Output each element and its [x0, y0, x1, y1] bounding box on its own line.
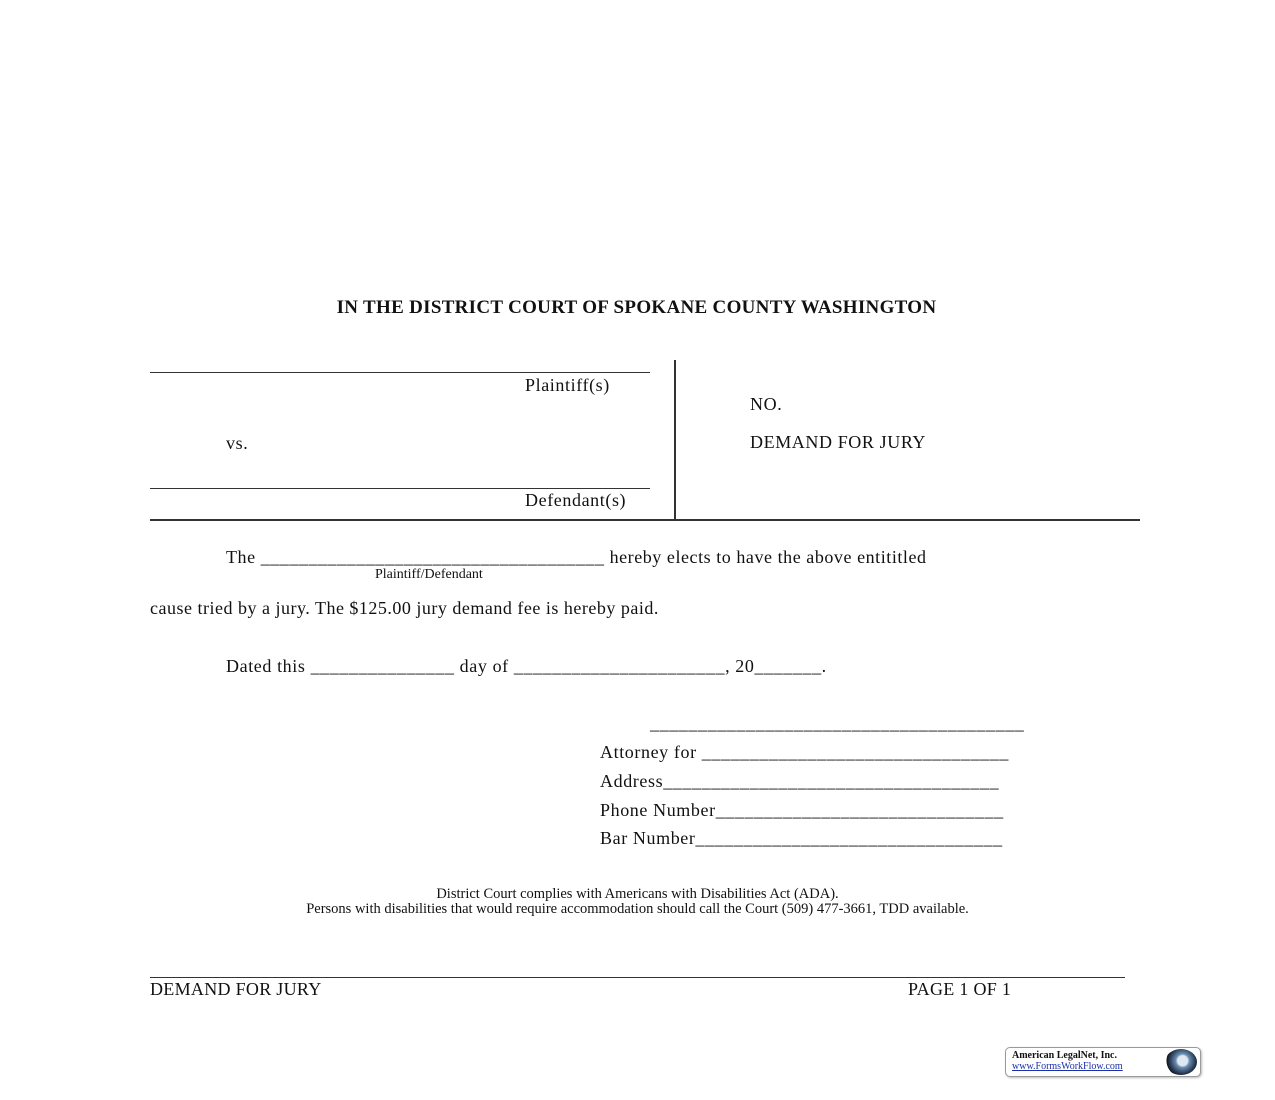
bar-number-field[interactable] [600, 828, 1003, 849]
address-label: Address [600, 771, 664, 791]
footer-page-number: PAGE 1 OF 1 [908, 979, 1012, 999]
body-line1-prefix: The [226, 547, 256, 567]
attorney-for-label: Attorney for [600, 742, 702, 762]
plaintiff-label: Plaintiff(s) [525, 375, 610, 395]
court-title [0, 297, 1275, 319]
defendant-name-line [150, 488, 650, 489]
versus-label: vs. [226, 433, 249, 453]
body-line-1 [226, 547, 927, 568]
logo-company-name: American LegalNet, Inc. [1012, 1050, 1117, 1061]
logo-url-link[interactable]: www.FormsWorkFlow.com [1012, 1061, 1123, 1072]
american-legalnet-logo[interactable] [1005, 1047, 1201, 1077]
party-blank[interactable]: ____________________________________ [260, 547, 605, 567]
dated-line[interactable]: Dated this _______________ day of ______________________, 20_______. [226, 656, 827, 676]
defendant-label: Defendant(s) [525, 490, 627, 510]
case-number-label: NO. [750, 394, 783, 414]
phone-number-label: Phone Number [600, 800, 716, 820]
party-blank-caption: Plaintiff/Defendant [375, 567, 483, 582]
address-blank[interactable]: ___________________________________ [663, 771, 1000, 791]
plaintiff-name-line [150, 372, 650, 373]
court-title-text: IN THE DISTRICT COURT OF SPOKANE COUNTY WASHINGTON [336, 297, 937, 318]
attorney-for-field[interactable] [600, 742, 1009, 763]
bar-number-label: Bar Number [600, 828, 696, 848]
footer-document-title: DEMAND FOR JURY [150, 979, 322, 999]
document-title: DEMAND FOR JURY [750, 432, 927, 452]
caption-divider [674, 360, 676, 520]
globe-icon [1165, 1049, 1197, 1075]
body-line1-suffix: hereby elects to have the above entititled [609, 547, 927, 567]
phone-number-field[interactable] [600, 800, 1004, 821]
phone-number-blank[interactable]: ______________________________ [715, 800, 1004, 820]
footer-rule [150, 977, 1125, 978]
body-line-2: cause tried by a jury. The $125.00 jury demand fee is hereby paid. [150, 598, 659, 618]
caption-bottom-rule [150, 519, 1140, 521]
ada-notice-line-1: District Court complies with Americans with Disabilities Act (ADA). [436, 886, 839, 902]
ada-notice-line-2: Persons with disabilities that would require accommodation should call the Court (509) 477-3661, TDD available. [306, 901, 969, 917]
signature-line[interactable]: _______________________________________ [650, 713, 1025, 733]
bar-number-blank[interactable]: ________________________________ [695, 828, 1003, 848]
address-field[interactable] [600, 771, 999, 792]
attorney-for-blank[interactable]: ________________________________ [701, 742, 1009, 762]
